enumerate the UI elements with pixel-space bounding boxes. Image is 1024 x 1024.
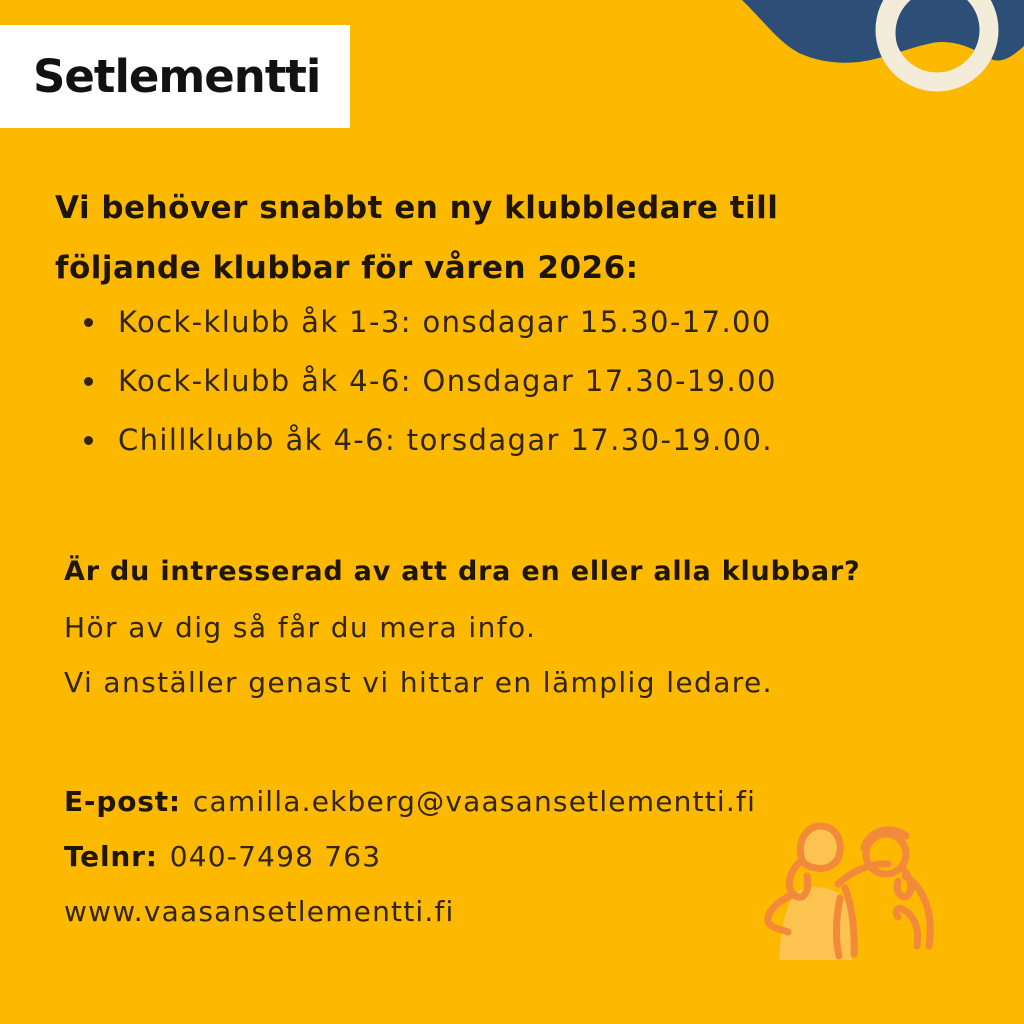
interest-question: Är du intresserad av att dra en eller alla klubbar? — [64, 556, 861, 587]
email-label: E-post: — [64, 785, 181, 818]
phone-label: Telnr: — [64, 840, 158, 873]
top-right-decoration — [733, 0, 1024, 132]
page-title — [55, 178, 915, 298]
logo-text: Setlementti — [33, 50, 321, 103]
bullet-dot-icon — [84, 318, 93, 327]
club-list-item — [82, 303, 962, 342]
logo-box — [0, 25, 350, 128]
right-person-bent-arm — [896, 909, 918, 946]
phone-number: 040-7498 763 — [169, 840, 382, 873]
interest-line-2: Vi anställer genast vi hittar en lämplig ledare. — [64, 666, 773, 699]
contact-website-line — [64, 896, 864, 927]
club-list-item-text: Kock-klubb åk 4-6: Onsdagar 17.30-19.00 — [118, 364, 777, 398]
email-address: camilla.ekberg@vaasansetlementti.fi — [192, 785, 757, 818]
left-person-head — [800, 826, 840, 868]
contact-email-line — [64, 786, 864, 817]
club-list — [82, 303, 962, 480]
club-list-item — [82, 421, 962, 460]
heading-line-1: Vi behöver snabbt en ny klubbledare till — [55, 190, 779, 226]
club-list-item-text: Chillklubb åk 4-6: torsdagar 17.30-19.00. — [118, 423, 773, 457]
contact-phone-line — [64, 841, 864, 872]
club-list-item-text: Kock-klubb åk 1-3: onsdagar 15.30-17.00 — [118, 305, 772, 339]
club-list-item — [82, 362, 962, 401]
two-people-illustration — [752, 818, 942, 968]
website-url: www.vaasansetlementti.fi — [64, 895, 455, 928]
bullet-dot-icon — [84, 436, 93, 445]
bullet-dot-icon — [84, 377, 93, 386]
heading-line-2: följande klubbar för våren 2026: — [55, 250, 639, 286]
left-person-chest-line — [836, 898, 840, 956]
contact-section — [64, 786, 864, 951]
interest-line-1: Hör av dig så får du mera info. — [64, 611, 537, 644]
interest-section — [64, 556, 964, 722]
